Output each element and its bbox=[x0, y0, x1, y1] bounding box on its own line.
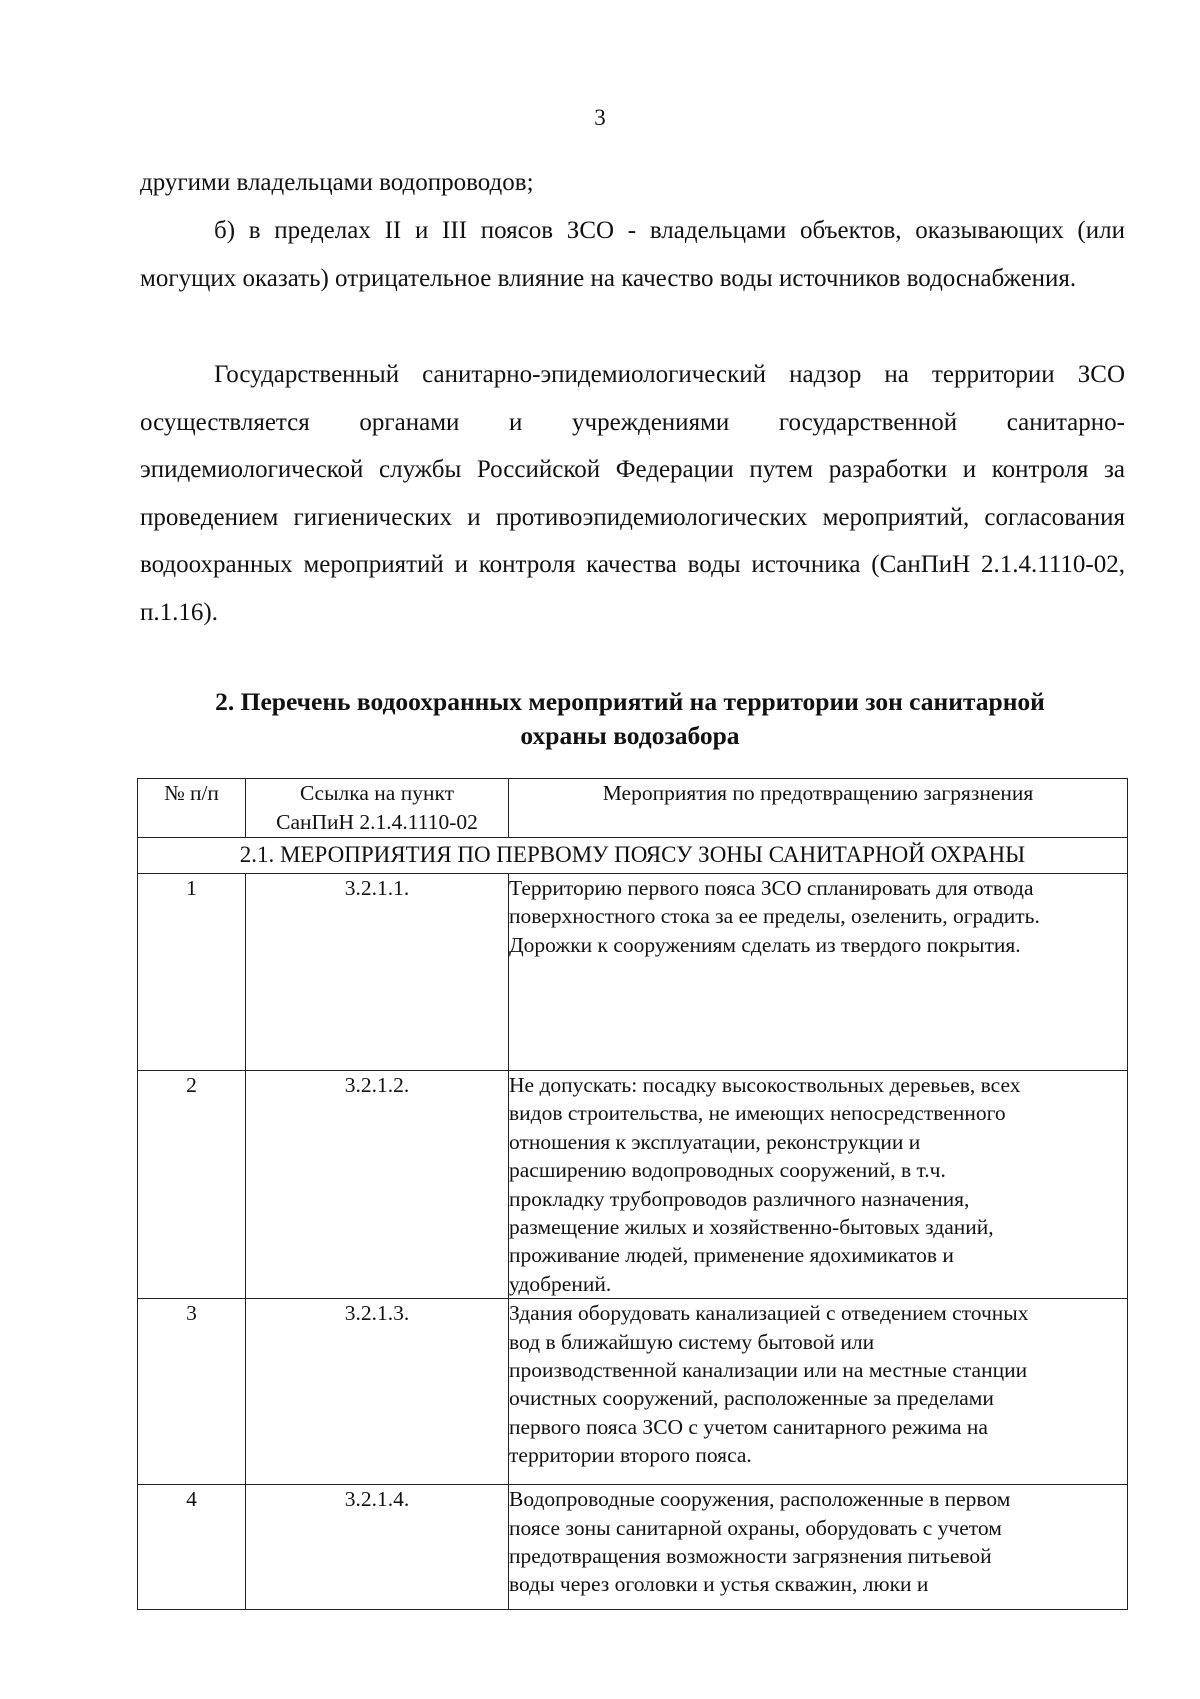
row-ref: 3.2.1.3. bbox=[246, 1299, 509, 1485]
section-row bbox=[138, 838, 1128, 874]
measure-line: производственной канализации или на местные станции bbox=[509, 1358, 1028, 1383]
measure-line: расширению водопроводных сооружений, в т.ч. bbox=[509, 1158, 946, 1183]
measure-line: территории второго пояса. bbox=[509, 1443, 752, 1468]
measure-line: прокладку трубопроводов различного назначения, bbox=[509, 1186, 970, 1211]
measure-line: поясе зоны санитарной охраны, оборудовать с учетом bbox=[509, 1515, 1002, 1540]
measure-line: размещение жилых и хозяйственно-бытовых зданий, bbox=[509, 1215, 994, 1240]
measure-line: первого пояса ЗСО с учетом санитарного режима на bbox=[509, 1414, 988, 1439]
measure-line: Дорожки к сооружениям сделать из твердого покрытия. bbox=[509, 932, 1021, 957]
section-heading-line-2: охраны водозабора bbox=[520, 721, 740, 750]
measure-line: воды через оголовки и устья скважин, люки и bbox=[509, 1572, 929, 1597]
section-heading-line-1: 2. Перечень водоохранных мероприятий на территории зон санитарной bbox=[215, 687, 1045, 716]
measure-line: видов строительства, не имеющих непосредственного bbox=[509, 1101, 1006, 1126]
row-measure bbox=[509, 1299, 1128, 1485]
measure-line: Здания оборудовать канализацией с отведением сточных bbox=[509, 1301, 1029, 1326]
row-num: 2 bbox=[138, 1071, 246, 1299]
row-num: 3 bbox=[138, 1299, 246, 1485]
measure-line: предотвращения возможности загрязнения питьевой bbox=[509, 1544, 992, 1569]
header-ref-line-1: Ссылка на пункт bbox=[299, 781, 455, 805]
page-number: 3 bbox=[594, 105, 606, 130]
table-header-row bbox=[138, 779, 1128, 838]
row-num: 4 bbox=[138, 1485, 246, 1610]
paragraph-state-supervision: Государственный санитарно-эпидемиологический надзор на территории ЗСО осуществляется органами и учреждениями государственной санитарно-эпидемиологической службы Российской Федерации путем разработки и контроля за проведением гигиенических и противоэпидемиологических мероприятий, согласования водоохранных мероприятий и контроля качества воды источника (СанПиН 2.1.4.1110-02, п.1.16). bbox=[140, 361, 1125, 626]
measure-line: отношения к эксплуатации, реконструкции и bbox=[509, 1129, 921, 1154]
paragraph-continuation: другими владельцами водопроводов; bbox=[140, 169, 534, 196]
header-measures: Мероприятия по предотвращению загрязнения bbox=[509, 779, 1128, 838]
row-num: 1 bbox=[138, 874, 246, 1071]
paragraph-second-third-belts: б) в пределах II и III поясов ЗСО - владельцами объектов, оказывающих (или могущих оказать) отрицательное влияние на качество воды источников водоснабжения. bbox=[140, 217, 1125, 292]
table-row bbox=[138, 1485, 1128, 1610]
row-ref: 3.2.1.2. bbox=[246, 1071, 509, 1299]
table-row bbox=[138, 874, 1128, 1071]
section-row-title: 2.1. МЕРОПРИЯТИЯ ПО ПЕРВОМУ ПОЯСУ ЗОНЫ САНИТАРНОЙ ОХРАНЫ bbox=[138, 838, 1128, 874]
header-ref-line-2: СанПиН 2.1.4.1110-02 bbox=[276, 809, 478, 834]
header-num: № п/п bbox=[138, 779, 246, 838]
table-row bbox=[138, 1299, 1128, 1485]
section-heading bbox=[130, 685, 1130, 753]
measure-line: вод в ближайшую систему бытовой или bbox=[509, 1329, 875, 1354]
measure-line: удобрений. bbox=[509, 1271, 612, 1296]
measures-table bbox=[137, 778, 1128, 1610]
row-measure bbox=[509, 1071, 1128, 1299]
measure-line: очистных сооружений, расположенные за пределами bbox=[509, 1386, 994, 1411]
table-row bbox=[138, 1071, 1128, 1299]
row-ref: 3.2.1.1. bbox=[246, 874, 509, 1071]
measure-line: Не допускать: посадку высокоствольных деревьев, всех bbox=[509, 1073, 1021, 1097]
measure-line: Водопроводные сооружения, расположенные в первом bbox=[509, 1487, 1011, 1512]
row-measure bbox=[509, 874, 1128, 1071]
row-ref: 3.2.1.4. bbox=[246, 1485, 509, 1610]
row-measure bbox=[509, 1485, 1128, 1610]
header-ref bbox=[246, 779, 509, 838]
measure-line: Территорию первого пояса ЗСО спланировать для отвода bbox=[509, 876, 1034, 900]
measure-line: проживание людей, применение ядохимикатов и bbox=[509, 1243, 954, 1268]
measure-line: поверхностного стока за ее пределы, озеленить, оградить. bbox=[509, 904, 1040, 929]
